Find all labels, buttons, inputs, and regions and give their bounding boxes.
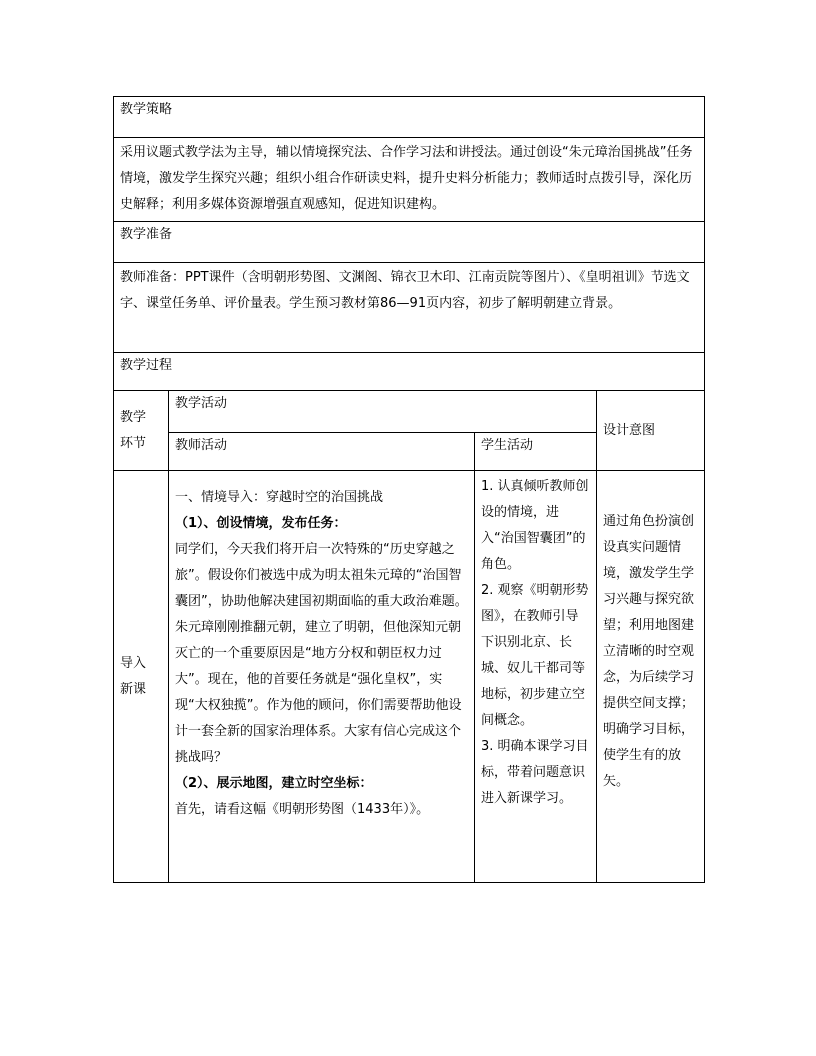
preparation-body: 教师准备：PPT课件（含明朝形势图、文渊阁、锦衣卫木印、江南贡院等图片）、《皇明祖训》节选文字、课堂任务单、评价量表。学生预习教材第86—91页内容，初步了解明朝建立背景。 xyxy=(114,263,705,353)
lesson-plan-table xyxy=(113,96,705,883)
stage-column-header xyxy=(114,391,169,471)
teacher-title: 一、情境导入：穿越时空的治国挑战 xyxy=(175,490,384,505)
stage-header-line1: 教学 xyxy=(120,409,147,425)
student-item-2: 2. 观察《明朝形势图》，在教师引导下识别北京、长城、奴儿干都司等地标，初步建立空间概念。 xyxy=(481,583,589,728)
student-item-3: 3. 明确本课学习目标，带着问题意识进入新课学习。 xyxy=(481,739,589,806)
design-intent-cell: 通过角色扮演创设真实问题情境，激发学生学习兴趣与探究欲望；利用地图建立清晰的时空观念，为后续学习提供空间支撑；明确学习目标，使学生有的放矢。 xyxy=(597,471,705,883)
strategy-heading: 教学策略 xyxy=(114,97,705,138)
stage-line1: 导入 xyxy=(120,655,147,671)
intent-column-header: 设计意图 xyxy=(597,391,705,471)
teacher-activity-cell xyxy=(169,471,475,883)
stage-header-line2: 环节 xyxy=(120,435,147,451)
student-item-1: 1. 认真倾听教师创设的情境，进入“治国智囊团”的角色。 xyxy=(481,479,589,572)
preparation-heading: 教学准备 xyxy=(114,222,705,263)
teacher-column-header: 教师活动 xyxy=(169,433,475,471)
step2-body: 首先，请看这幅《明朝形势图（1433年）》。 xyxy=(175,802,430,817)
stage-cell xyxy=(114,471,169,883)
step1-heading: （1）、创设情境，发布任务： xyxy=(175,516,347,531)
activity-column-header: 教学活动 xyxy=(169,391,597,433)
step1-body: 同学们，今天我们将开启一次特殊的“历史穿越之旅”。假设你们被选中成为明太祖朱元璋的“治国智囊团”，协助他解决建国初期面临的重大政治难题。朱元璋刚刚推翻元朝，建立了明朝，但他深知元朝灭亡的一个重要原因是“地方分权和朝臣权力过大”。现在，他的首要任务就是“强化皇权”，实现“大权独揽”。作为他的顾问，你们需要帮助他设计一套全新的国家治理体系。大家有信心完成这个挑战吗？ xyxy=(175,542,468,765)
student-activity-cell xyxy=(475,471,597,883)
student-column-header: 学生活动 xyxy=(475,433,597,471)
step2-heading: （2）、展示地图，建立时空坐标： xyxy=(175,776,373,791)
strategy-body: 采用议题式教学法为主导，辅以情境探究法、合作学习法和讲授法。通过创设“朱元璋治国挑战”任务情境，激发学生探究兴趣；组织小组合作研读史料，提升史料分析能力；教师适时点拨引导，深化历史解释；利用多媒体资源增强直观感知，促进知识建构。 xyxy=(114,138,705,222)
stage-line2: 新课 xyxy=(120,681,147,697)
process-heading: 教学过程 xyxy=(114,353,705,391)
